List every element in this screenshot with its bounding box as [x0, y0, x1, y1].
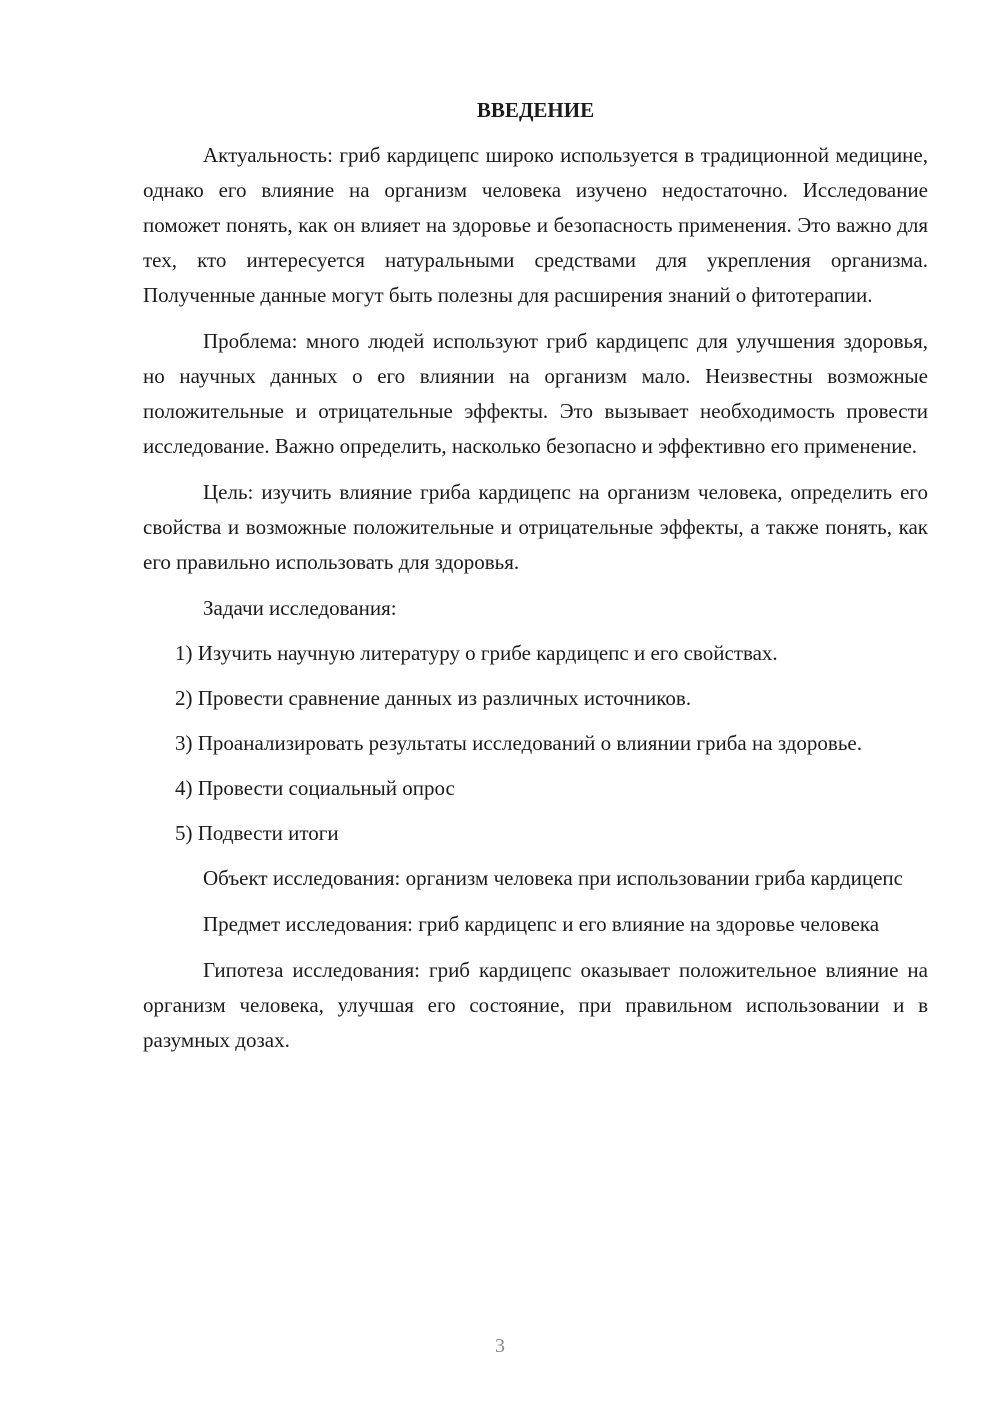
page-number: 3	[495, 1335, 505, 1357]
hypothesis-paragraph: Гипотеза исследования: гриб кардицепс оказывает положительное влияние на организм человека, улучшая его состояние, при правильном использовании и в разумных дозах.	[143, 958, 928, 1052]
page-title: ВВЕДЕНИЕ	[476, 98, 595, 122]
tasks-heading: Задачи исследования:	[203, 596, 397, 620]
task-item-4: 4) Провести социальный опрос	[175, 776, 455, 800]
task-item-5: 5) Подвести итоги	[175, 821, 339, 845]
relevance-paragraph: Актуальность: гриб кардицепс широко используется в традиционной медицине, однако его влияние на организм человека изучено недостаточно. Исследование поможет понять, как он влияет на здоровье и безопасность применения. Это важно для тех, кто интересуется натуральными средствами для укрепления организма. Полученные данные могут быть полезны для расширения знаний о фитотерапии.	[143, 143, 928, 307]
subject-paragraph: Предмет исследования: гриб кардицепс и его влияние на здоровье человека	[203, 912, 880, 936]
task-item-1: 1) Изучить научную литературу о грибе кардицепс и его свойствах.	[175, 641, 778, 665]
problem-paragraph: Проблема: много людей используют гриб кардицепс для улучшения здоровья, но научных данных о его влиянии на организм мало. Неизвестны возможные положительные и отрицательные эффекты. Это вызывает необходимость провести исследование. Важно определить, насколько безопасно и эффективно его применение.	[143, 329, 928, 458]
object-paragraph: Объект исследования: организм человека при использовании гриба кардицепс	[203, 866, 903, 890]
goal-paragraph: Цель: изучить влияние гриба кардицепс на организм человека, определить его свойства и возможные положительные и отрицательные эффекты, а также понять, как его правильно использовать для здоровья.	[143, 480, 928, 574]
page-content	[143, 93, 928, 1069]
task-item-2: 2) Провести сравнение данных из различных источников.	[175, 686, 692, 710]
task-item-3: 3) Проанализировать результаты исследований о влиянии гриба на здоровье.	[175, 731, 862, 755]
